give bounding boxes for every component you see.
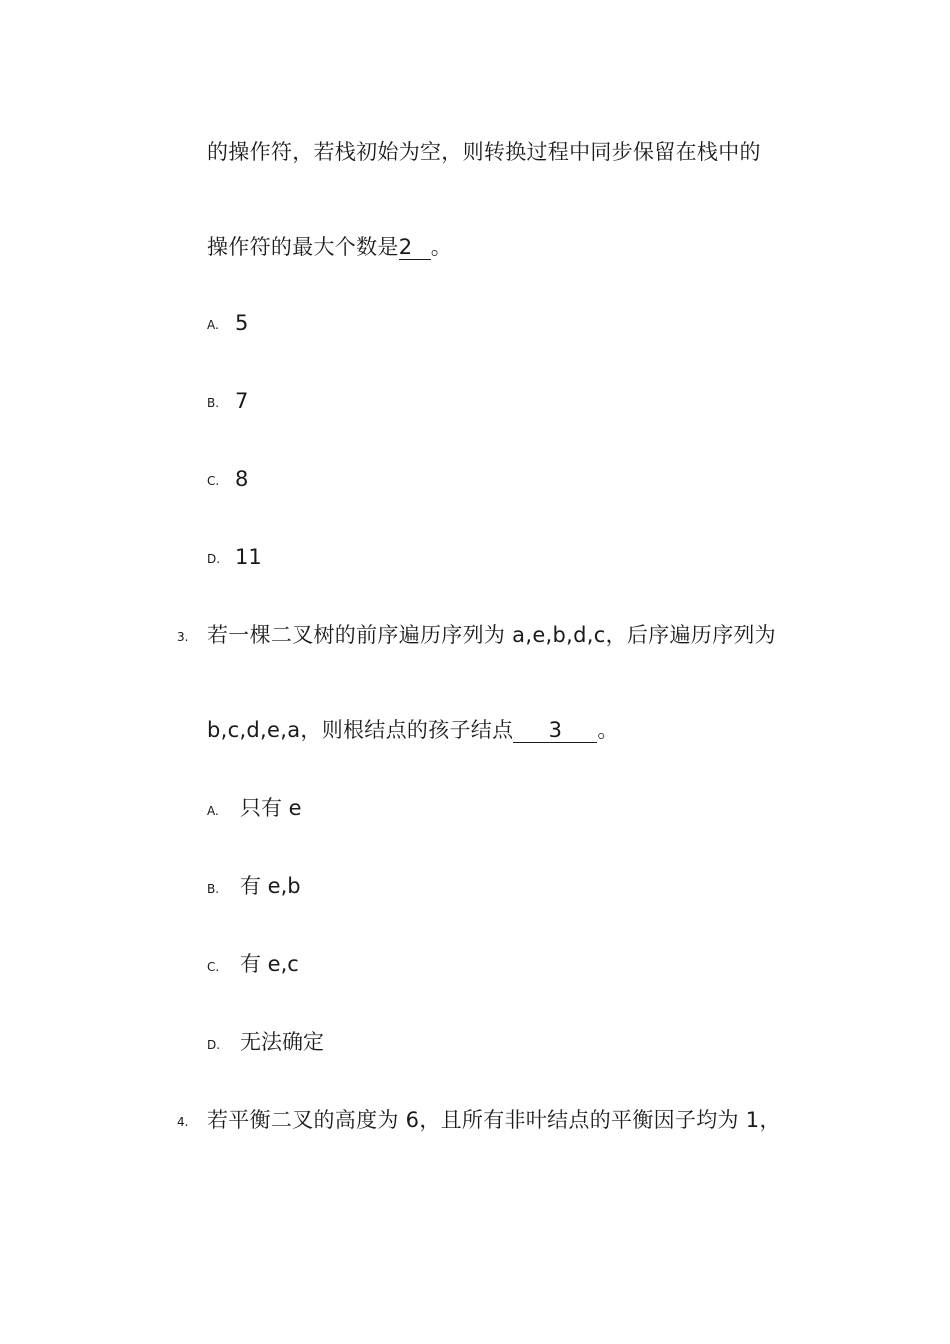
q2-option-a-text: 5 bbox=[235, 311, 249, 335]
q2-stem-suffix: 。 bbox=[430, 235, 453, 259]
q2-stem-line1: 的操作符，若栈初始为空，则转换过程中同步保留在栈中的 bbox=[207, 140, 761, 164]
q2-option-a-letter: A. bbox=[207, 318, 219, 332]
q3-option-b-text: 有 e,b bbox=[240, 874, 301, 898]
q2-option-b-text: 7 bbox=[235, 389, 249, 413]
q2-option-c-letter: C. bbox=[207, 474, 220, 488]
q2-answer-blank: 2 bbox=[399, 235, 431, 260]
q3-stem-suffix: 。 bbox=[597, 718, 619, 742]
q3-answer-blank: 3 bbox=[513, 718, 597, 743]
q2-stem-prefix: 操作符的最大个数是 bbox=[207, 235, 399, 259]
q3-stem-prefix: b,c,d,e,a，则根结点的孩子结点 bbox=[207, 718, 514, 742]
q3-option-c-text: 有 e,c bbox=[240, 952, 299, 976]
q3-stem-line2 bbox=[207, 716, 619, 744]
q3-stem-line1: 若一棵二叉树的前序遍历序列为 a,e,b,d,c，后序遍历序列为 bbox=[207, 623, 776, 647]
q4-number: 4. bbox=[177, 1115, 189, 1129]
q3-option-d-letter: D. bbox=[207, 1038, 221, 1052]
q2-option-c-text: 8 bbox=[235, 467, 249, 491]
q3-number: 3. bbox=[177, 630, 189, 644]
q3-option-d-text: 无法确定 bbox=[240, 1030, 324, 1054]
q2-option-d-letter: D. bbox=[207, 552, 221, 566]
q4-stem-line1: 若平衡二叉的高度为 6，且所有非叶结点的平衡因子均为 1， bbox=[207, 1108, 781, 1132]
q2-option-b-letter: B. bbox=[207, 396, 220, 410]
q3-option-a-letter: A. bbox=[207, 804, 219, 818]
q2-stem-line2 bbox=[207, 233, 452, 261]
q3-option-b-letter: B. bbox=[207, 882, 220, 896]
q3-option-c-letter: C. bbox=[207, 960, 220, 974]
q2-option-d-text: 11 bbox=[235, 545, 262, 569]
q3-option-a-text: 只有 e bbox=[240, 796, 302, 820]
